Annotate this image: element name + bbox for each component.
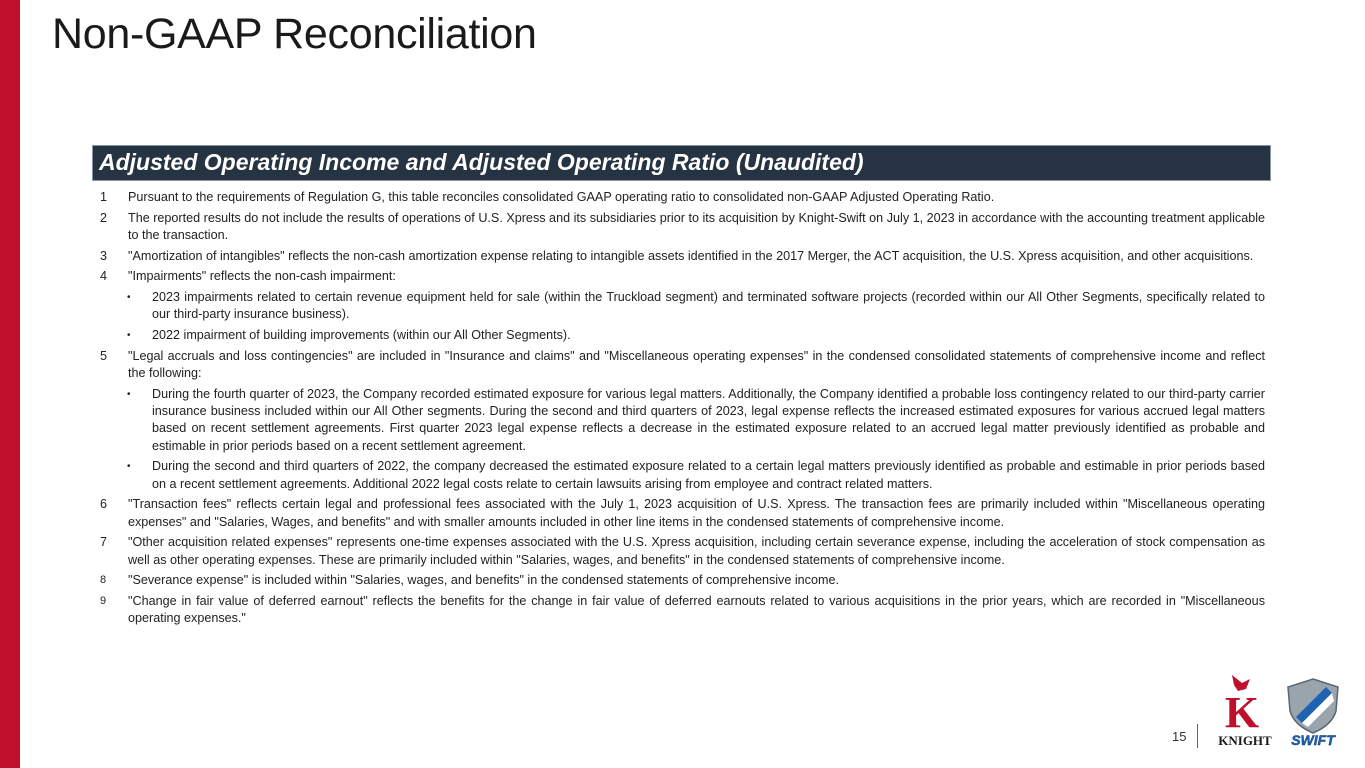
swift-logo-text: SWIFT: [1291, 732, 1335, 748]
footnote-marker: 1: [100, 190, 108, 204]
footnote-3: [100, 248, 1265, 265]
section-header-text: Adjusted Operating Income and Adjusted Operating Ratio (Unaudited): [99, 149, 864, 175]
footnote-marker: 4: [100, 269, 108, 284]
footnote-5: [100, 348, 1265, 383]
footnote-1: [100, 189, 1265, 206]
footnote-marker: 5: [100, 348, 108, 363]
footnote-4: [100, 268, 1265, 285]
footnote-marker: 6: [100, 497, 108, 512]
footnote-text: During the second and third quarters of 2022, the company decreased the estimated exposure related to a certain legal matters previously identified as probable and estimable in prior periods based on a recent settlement agreements. Additional 2022 legal costs relate to certain lawsuits arising from employee and contract related matters.: [152, 459, 1265, 491]
bullet-marker: •: [127, 292, 131, 304]
footnote-text: "Severance expense" is included within "Salaries, wages, and benefits" in the condensed statements of comprehensive income.: [128, 573, 839, 588]
footnote-text: "Other acquisition related expenses" represents one-time expenses associated with the U.S. Xpress acquisition, including certain severance expense, including the acceleration of stock compensation as well as other operating expenses. These are primarily included within "Salaries, wages, and benefits" in the condensed statements of comprehensive income.: [128, 535, 1265, 567]
page-title: Non-GAAP Reconciliation: [52, 10, 537, 58]
footnote-6: [100, 496, 1265, 531]
page-number: 15: [1172, 729, 1187, 744]
footnote-marker: 7: [100, 535, 108, 550]
left-accent-bar: [0, 0, 20, 768]
swift-logo: [1282, 677, 1344, 749]
knight-logo-mark: K: [1224, 688, 1260, 737]
footnote-text: "Legal accruals and loss contingencies" are included in "Insurance and claims" and "Miscellaneous operating expenses" in the condensed consolidated statements of comprehensive income and reflect the following:: [128, 348, 1265, 381]
footnote-marker: 3: [100, 248, 108, 263]
section-header: [92, 145, 1271, 181]
footnote-text: 2023 impairments related to certain revenue equipment held for sale (within the Truckload segment) and terminated software projects (recorded within our All Other Segments, specifically related to our third-party insurance business).: [152, 290, 1265, 322]
footnote-text: Pursuant to the requirements of Regulation G, this table reconciles consolidated GAAP operating ratio to consolidated non-GAAP Adjusted Operating Ratio.: [128, 190, 995, 204]
knight-logo: [1212, 673, 1278, 749]
bullet-marker: •: [127, 388, 131, 400]
footnotes-list: [100, 189, 1265, 631]
footnote-text: "Amortization of intangibles" reflects the non-cash amortization expense relating to intangible assets identified in the 2017 Merger, the ACT acquisition, the U.S. Xpress acquisition, and other acquisitions.: [128, 248, 1254, 263]
knight-logo-text: KNIGHT: [1218, 733, 1272, 748]
footnote-9: [100, 593, 1265, 628]
bullet-marker: •: [127, 461, 131, 473]
footnote-marker: 9: [100, 594, 107, 607]
footnote-7: [100, 534, 1265, 569]
footnote-text: "Transaction fees" reflects certain legal and professional fees associated with the July 1, 2023 acquisition of U.S. Xpress. The transaction fees are primarily included within "Miscellaneous operating expenses" and "Salaries, Wages, and benefits" and with smaller amounts included in other line items in the condensed statements of comprehensive income.: [128, 497, 1265, 529]
bullet-marker: •: [127, 330, 131, 342]
footnote-4-bullet-2: [100, 327, 1265, 344]
footnote-2: [100, 210, 1265, 245]
footnote-5-bullet-2: [100, 458, 1265, 493]
footnote-8: [100, 572, 1265, 589]
footnote-text: "Change in fair value of deferred earnout" reflects the benefits for the change in fair value of deferred earnouts related to various acquisitions in the prior years, which are recorded in "Miscellaneous operating expenses.": [128, 593, 1265, 626]
footnote-4-bullet-1: [100, 289, 1265, 324]
footnote-text: The reported results do not include the results of operations of U.S. Xpress and its subsidiaries prior to its acquisition by Knight-Swift on July 1, 2023 in accordance with the accounting treatment applicable to the transaction.: [128, 210, 1265, 242]
footnote-marker: 8: [100, 574, 107, 587]
footnote-text: "Impairments" reflects the non-cash impairment:: [128, 269, 396, 284]
footnote-text: During the fourth quarter of 2023, the Company recorded estimated exposure for various legal matters. Additionally, the Company identified a probable loss contingency related to our third-party carrier insurance business included within our All Other segments. During the second and third quarters of 2023, legal expense reflects the increased estimated exposures for various accrued legal matters based on recent settlement agreements. First quarter 2023 legal expense reflects a decrease in the estimated exposure related to an accrued legal matter previously identified as probable and estimable in prior periods based on a recent settlement agreement.: [152, 386, 1265, 453]
page-number-divider: [1197, 724, 1198, 748]
footnote-5-bullet-1: [100, 386, 1265, 455]
footnote-marker: 2: [100, 210, 108, 225]
footnote-text: 2022 impairment of building improvements (within our All Other Segments).: [152, 328, 571, 343]
